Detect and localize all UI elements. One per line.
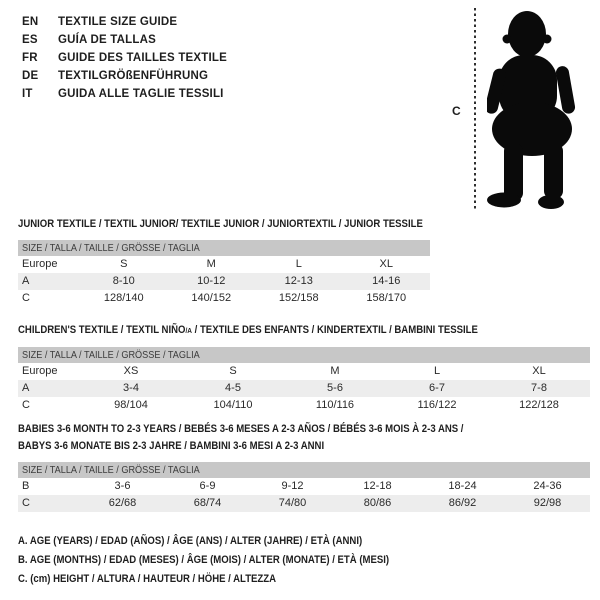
table-cell: M xyxy=(206,258,216,270)
row-label: B xyxy=(22,480,30,492)
section-title-line2: BABYS 3-6 MONATE BIS 2-3 JAHRE / BAMBINI 3-6 MESI A 2-3 ANNI xyxy=(18,440,325,452)
table-cell: 12-18 xyxy=(363,480,392,492)
table-cell: 86/92 xyxy=(448,497,477,509)
row-label: C xyxy=(22,292,30,304)
table-row xyxy=(18,256,430,273)
title-part: CHILDREN'S TEXTILE / TEXTIL NIÑO xyxy=(18,324,186,336)
table-cell: 110/116 xyxy=(315,399,355,411)
table-cell: 18-24 xyxy=(448,480,477,492)
language-code: IT xyxy=(22,88,33,100)
table-cell: 3-4 xyxy=(123,382,139,394)
title-subscript: /A xyxy=(185,326,192,335)
height-measure-label: C xyxy=(452,104,461,118)
language-code: ES xyxy=(22,34,38,46)
language-code: DE xyxy=(22,70,39,82)
table-cell: 92/98 xyxy=(533,497,562,509)
table-cell: 9-12 xyxy=(281,480,304,492)
table-cell: 122/128 xyxy=(519,399,559,411)
language-row xyxy=(22,13,227,31)
table-row xyxy=(18,397,590,414)
section-title-text: JUNIOR TEXTILE / TEXTIL JUNIOR/ TEXTILE JUNIOR / JUNIORTEXTIL / JUNIOR TESSILE xyxy=(18,218,423,230)
row-label: C xyxy=(22,497,30,509)
table-row xyxy=(18,363,590,380)
table-cell: 4-5 xyxy=(225,382,241,394)
section-title-babies xyxy=(18,421,530,455)
toddler-silhouette-image xyxy=(487,8,595,212)
table-cell: 128/140 xyxy=(103,292,144,304)
language-code: FR xyxy=(22,52,38,64)
table-row xyxy=(18,478,590,495)
table-cell: S xyxy=(229,365,237,377)
language-code: EN xyxy=(22,16,39,28)
table-cell: XS xyxy=(123,365,139,377)
table-cell: 152/158 xyxy=(278,292,319,304)
table-cell: 116/122 xyxy=(417,399,457,411)
table-cell: 98/104 xyxy=(114,399,148,411)
table-cell: 74/80 xyxy=(278,497,307,509)
footnote-a xyxy=(18,532,445,551)
size-header-label: SIZE / TALLA / TAILLE / GRÖSSE / TAGLIA xyxy=(22,464,200,476)
table-cell: S xyxy=(120,258,128,270)
table-cell: L xyxy=(295,258,302,270)
row-label: Europe xyxy=(22,258,58,270)
height-measure-dotted-line xyxy=(474,8,476,210)
language-title: GUIDE DES TAILLES TEXTILE xyxy=(58,52,227,64)
language-title: TEXTILE SIZE GUIDE xyxy=(58,16,178,28)
language-row xyxy=(22,49,227,67)
size-header-label: SIZE / TALLA / TAILLE / GRÖSSE / TAGLIA xyxy=(22,242,200,254)
junior-size-table xyxy=(18,240,430,307)
title-part: / TEXTILE DES ENFANTS / KINDERTEXTIL / BAMBINI TESSILE xyxy=(191,324,478,336)
table-row xyxy=(18,495,590,512)
section-title-line1: BABIES 3-6 MONTH TO 2-3 YEARS / BEBÉS 3-6 MESES A 2-3 AÑOS / BÉBÉS 3-6 MOIS À 2-3 ANS / xyxy=(18,423,464,435)
footnote-text: A. AGE (YEARS) / EDAD (AÑOS) / ÂGE (ANS) / ALTER (JAHRE) / ETÀ (ANNI) xyxy=(18,535,363,547)
footnote-text: B. AGE (MONTHS) / EDAD (MESES) / ÂGE (MOIS) / ALTER (MONATE) / ETÀ (MESI) xyxy=(18,554,390,566)
size-header-bar xyxy=(18,240,430,256)
table-body xyxy=(18,363,590,414)
footnote-c xyxy=(18,570,445,589)
language-row xyxy=(22,85,227,103)
language-title: TEXTILGRÖßENFÜHRUNG xyxy=(58,70,209,82)
babies-size-table xyxy=(18,462,590,512)
language-title: GUÍA DE TALLAS xyxy=(58,34,156,46)
language-row xyxy=(22,67,227,85)
table-cell: L xyxy=(433,365,441,377)
table-cell: 12-13 xyxy=(284,275,313,287)
footnote-text: C. (cm) HEIGHT / ALTURA / HAUTEUR / HÖHE / ALTEZZA xyxy=(18,573,277,585)
section-title-text xyxy=(18,322,478,339)
section-title-junior xyxy=(18,216,483,233)
table-cell: 6-7 xyxy=(429,382,445,394)
children-size-table xyxy=(18,347,590,414)
table-cell: 8-10 xyxy=(112,275,135,287)
table-cell: 68/74 xyxy=(193,497,222,509)
table-cell: 7-8 xyxy=(531,382,547,394)
size-header-bar xyxy=(18,347,590,363)
size-header-bar xyxy=(18,462,590,478)
table-cell: 3-6 xyxy=(114,480,131,492)
row-label: C xyxy=(22,399,30,411)
language-title: GUIDA ALLE TAGLIE TESSILI xyxy=(58,88,224,100)
language-row xyxy=(22,31,227,49)
table-row xyxy=(18,273,430,290)
table-row xyxy=(18,380,590,397)
row-label: Europe xyxy=(22,365,58,377)
table-body xyxy=(18,478,590,512)
table-cell: 80/86 xyxy=(363,497,392,509)
footnote-b xyxy=(18,551,445,570)
row-label: A xyxy=(22,382,30,394)
footnotes xyxy=(18,532,445,589)
table-cell: 104/110 xyxy=(213,399,253,411)
table-cell: 158/170 xyxy=(366,292,407,304)
table-body xyxy=(18,256,430,307)
table-cell: 24-36 xyxy=(533,480,562,492)
table-cell: 140/152 xyxy=(191,292,232,304)
size-header-label: SIZE / TALLA / TAILLE / GRÖSSE / TAGLIA xyxy=(22,349,200,361)
table-cell: 14-16 xyxy=(372,275,401,287)
section-title-children xyxy=(18,322,547,339)
table-cell: 62/68 xyxy=(108,497,137,509)
row-label: A xyxy=(22,275,30,287)
table-cell: M xyxy=(330,365,340,377)
table-cell: 6-9 xyxy=(199,480,216,492)
language-list xyxy=(22,13,227,103)
table-row xyxy=(18,290,430,307)
table-cell: XL xyxy=(379,258,393,270)
table-cell: 5-6 xyxy=(327,382,343,394)
table-cell: XL xyxy=(532,365,546,377)
table-cell: 10-12 xyxy=(197,275,226,287)
